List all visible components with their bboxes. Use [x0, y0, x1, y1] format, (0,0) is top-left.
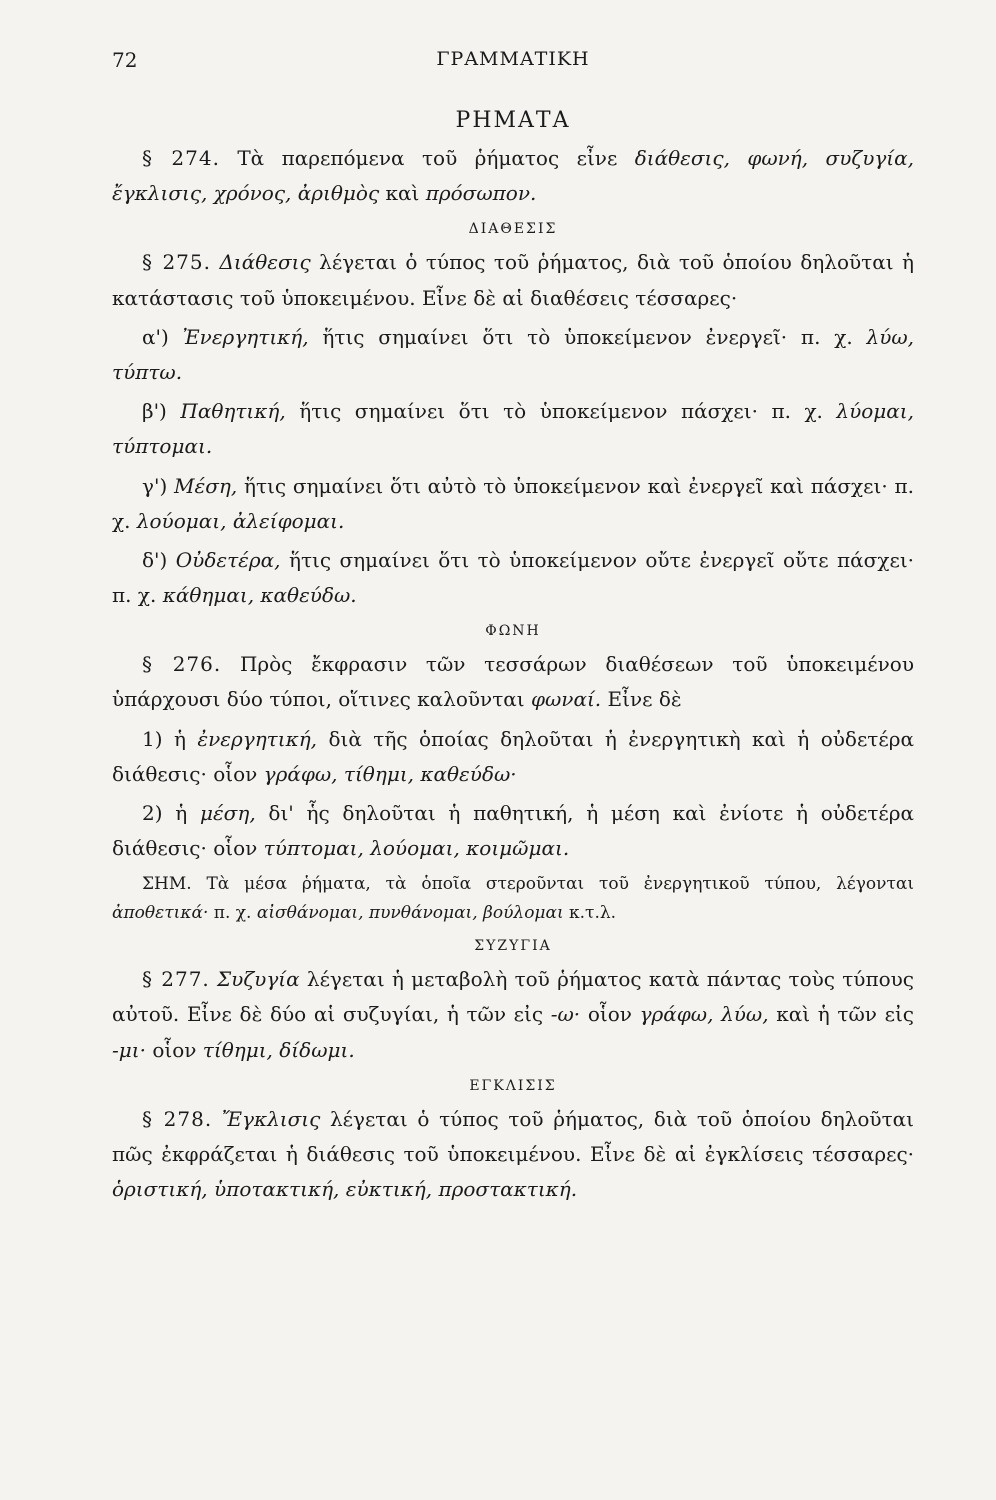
text: διὰ τῆς ὁποίας δηλοῦται ἡ ἐνεργητικὴ καὶ ἡ οὐδετέρα διάθεσις· οἷον [112, 726, 914, 786]
list-item-oudetera [112, 543, 914, 613]
italic-term: ὁριστική, ὑποτακτική, εὐκτική, προστακτική. [112, 1177, 578, 1202]
italic-term: Διάθεσις [219, 250, 311, 275]
paragraph-277 [112, 962, 914, 1068]
text: Τὰ παρεπόμενα τοῦ ῥήματος εἶνε [237, 146, 618, 170]
text: οἷον [152, 1037, 197, 1062]
italic-term: Ἔγκλισις [221, 1106, 321, 1131]
example: λύομαι, τύπτομαι. [112, 399, 914, 459]
text: λέγεται ὁ τύπος τοῦ ῥήματος, διὰ τοῦ ὁποίου δηλοῦται ἡ κατάστασις τοῦ ὑποκειμένου. Εἶνε δὲ αἱ διαθέσεις τέσσαρες· [112, 250, 915, 310]
italic-term: ἀποθετικά· [112, 903, 209, 924]
page-number: 72 [112, 48, 138, 72]
paragraph-274 [112, 141, 914, 211]
list-item-energitiki-foni [112, 722, 914, 792]
text: ἡ [175, 801, 188, 825]
section-title: ΡΗΜΑΤΑ [455, 108, 571, 133]
paragraph-278 [112, 1102, 914, 1208]
item-marker: δ') [142, 547, 168, 572]
list-item-pathitiki [112, 394, 914, 464]
italic-term: Μέση, [174, 473, 238, 498]
paragraph-276 [112, 647, 914, 717]
italic-term: μέση, [199, 801, 256, 825]
paragraph-275 [112, 245, 914, 315]
note-276 [112, 870, 914, 928]
italic-term: Ἐνεργητική, [182, 324, 309, 349]
list-item-mesi [112, 469, 914, 539]
section-number: § 276. [142, 652, 222, 677]
text: ἡ [173, 726, 186, 751]
section-number: § 278. [142, 1106, 213, 1131]
italic-term: Οὐδετέρα, [175, 547, 281, 572]
text: ἥτις σημαίνει ὅτι τὸ ὑποκείμενον ἐνεργεῖ· π. χ. [322, 324, 853, 349]
section-number: § 274. [142, 146, 220, 170]
text: Πρὸς ἔκφρασιν τῶν τεσσάρων διαθέσεων τοῦ ὑποκειμένου ὑπάρχουσι δύο τύποι, οἵτινες καλοῦνται [112, 652, 915, 712]
italic-term: -ω· [550, 1002, 581, 1027]
item-marker: β') [142, 399, 167, 424]
text: Τὰ μέσα ῥήματα, τὰ ὁποῖα στεροῦνται τοῦ ἐνεργητικοῦ τύπου, λέγονται [206, 874, 914, 895]
subhead-egklisis: ΕΓΚΛΙΣΙΣ [469, 1077, 557, 1094]
text: οἷον [587, 1002, 632, 1027]
text: κ.τ.λ. [569, 903, 617, 924]
text: ἥτις σημαίνει ὅτι τὸ ὑποκείμενον πάσχει· π. χ. [299, 399, 823, 424]
italic-term: πρόσωπον. [425, 181, 537, 206]
section-number: § 277. [142, 967, 210, 992]
subhead-diathesis: ΔΙΑΘΕΣΙΣ [468, 221, 558, 238]
text: καὶ ἡ τῶν εἰς [776, 1002, 914, 1027]
italic-term: Συζυγία [217, 967, 300, 992]
text: Εἶνε δὲ [607, 687, 682, 712]
example: τίθημι, δίδωμι. [202, 1037, 355, 1062]
italic-term: -μι· [112, 1037, 146, 1062]
running-head [112, 48, 914, 82]
item-marker: α') [142, 324, 169, 349]
section-number: § 275. [142, 250, 211, 275]
example: λούομαι, ἀλείφομαι. [136, 508, 345, 533]
example: γράφω, τίθημι, καθεύδω· [263, 761, 517, 786]
italic-term: διάθεσις, φωνή, συζυγία, ἔγκλισις, χρόνος, ἀριθμὸς [112, 146, 915, 206]
example: λύω, τύπτω. [112, 324, 915, 384]
note-label: ΣΗΜ. [142, 874, 192, 895]
text: ἥτις σημαίνει ὅτι τὸ ὑποκείμενον οὔτε ἐνεργεῖ οὔτε πάσχει· π. χ. [112, 547, 915, 608]
italic-term: φωναί. [530, 687, 602, 712]
text: π. χ. [213, 903, 252, 924]
text: λέγεται ὁ τύπος τοῦ ῥήματος, διὰ τοῦ ὁποίου δηλοῦται πῶς ἐκφράζεται ἡ διάθεσις τοῦ ὑποκειμένου. Εἶνε δὲ αἱ ἐγκλίσεις τέσσαρες· [112, 1106, 914, 1166]
text: δι' ἧς δηλοῦται ἡ παθητική, ἡ μέση καὶ ἐνίοτε ἡ οὐδετέρα διάθεσις· οἷον [112, 801, 915, 861]
list-item-energitiki [112, 320, 914, 390]
item-marker: 1) [142, 726, 163, 751]
example: κάθημαι, καθεύδω. [162, 583, 357, 608]
subhead-syzygia: ΣΥΖΥΓΙΑ [474, 938, 552, 955]
subhead-foni: ΦΩΝΗ [485, 623, 541, 640]
italic-term: ἐνεργητική, [197, 726, 318, 751]
text: λέγεται ἡ μεταβολὴ τοῦ ῥήματος κατὰ πάντας τοὺς τύπους αὐτοῦ. Εἶνε δὲ δύο αἱ συζυγίαι, ἡ τῶν εἰς [112, 967, 915, 1027]
item-marker: 2) [142, 801, 163, 825]
list-item-mesi-foni [112, 796, 914, 866]
example: γράφω, λύω, [639, 1002, 769, 1027]
item-marker: γ') [142, 473, 168, 498]
example: αἰσθάνομαι, πυνθάνομαι, βούλομαι [256, 903, 564, 924]
text: καὶ [385, 181, 420, 206]
running-title: ΓΡΑΜΜΑΤΙΚΗ [436, 48, 590, 70]
example: τύπτομαι, λούομαι, κοιμῶμαι. [263, 836, 570, 861]
text: ἥτις σημαίνει ὅτι αὐτὸ τὸ ὑποκείμενον καὶ ἐνεργεῖ καὶ πάσχει· π. χ. [112, 473, 914, 533]
italic-term: Παθητική, [180, 399, 286, 424]
